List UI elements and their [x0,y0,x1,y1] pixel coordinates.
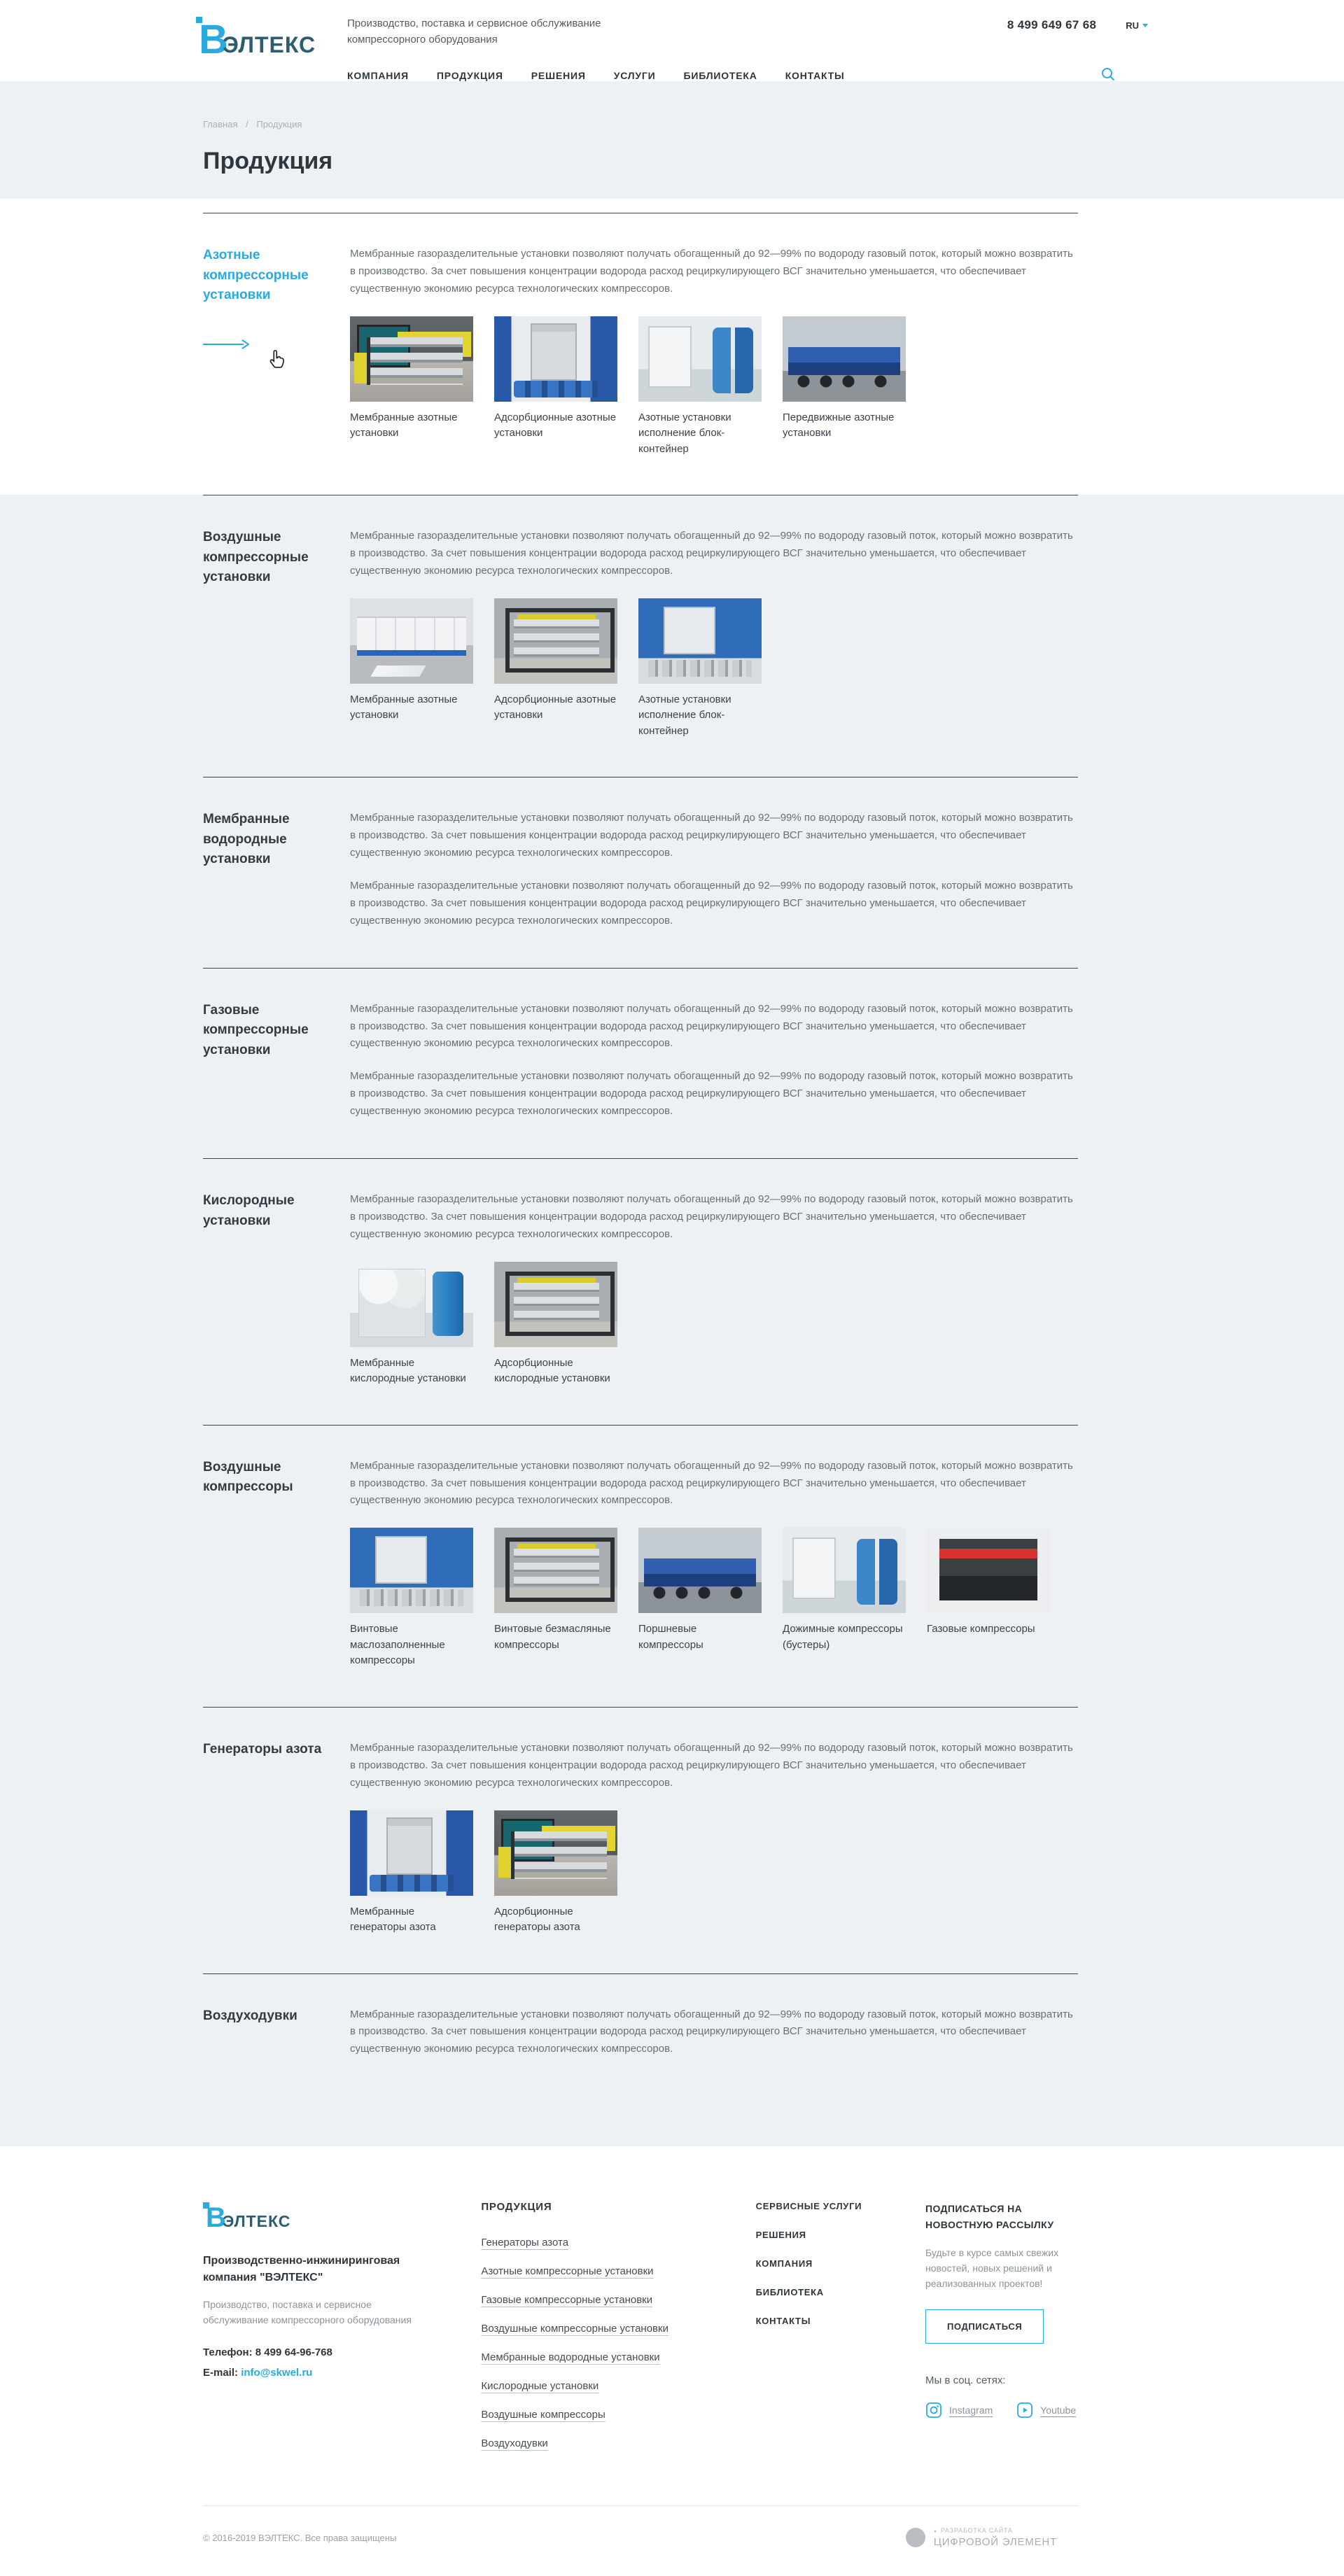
subscribe-title: ПОДПИСАТЬСЯ НА НОВОСТНУЮ РАССЫЛКУ [925,2203,1054,2231]
footer-link-services[interactable]: СЕРВИСНЫЕ УСЛУГИ [755,2201,862,2212]
nav-item-products[interactable]: ПРОДУКЦИЯ [436,70,503,81]
footer-logo[interactable]: В ЭЛТЕКС [203,2201,427,2240]
footer-company-desc: Производство, поставка и сервисное обслуживание компрессорного оборудования [203,2299,412,2325]
youtube-icon [1016,2402,1033,2419]
logo-text: ЭЛТЕКС [223,32,316,57]
product-photo-adsorption-units [494,598,617,684]
footer-link-contacts[interactable]: КОНТАКТЫ [755,2316,811,2327]
footer-link-air-compressors[interactable]: Воздушные компрессоры [481,2409,606,2421]
section-paragraph: Мембранные газоразделительные установки позволяют получать обогащенный до 92—99% по водороду газовый поток, который можно возвратить в производство. За счет повышения концентрации водорода расход рециркулирующего ВСГ значительно уменьшается, что обеспечивает существенную экономию ресурса технологических компрессоров. [350,812,1073,859]
product-photo-adsorption-oxygen [494,1262,617,1347]
nav-item-solutions[interactable]: РЕШЕНИЯ [531,70,586,81]
page-title: Продукция [203,148,333,174]
product-photo-adsorption-generators [494,1810,617,1896]
product-card[interactable]: Газовые компрессоры [927,1528,1050,1669]
logo-mark-icon [196,15,347,62]
section-title-link[interactable]: Воздушные компрессоры [203,1459,293,1495]
instagram-icon [925,2402,942,2419]
logo[interactable] [196,15,347,62]
footer-link-hydrogen-units[interactable]: Мембранные водородные установки [481,2351,660,2364]
chevron-down-icon [1142,24,1148,27]
product-photo-gas-compressors [927,1528,1050,1613]
product-photo-adsorption-nitrogen [494,316,617,402]
section-paragraph: Мембранные газоразделительные установки позволяют получать обогащенный до 92—99% по водороду газовый поток, который можно возвратить в производство. За счет повышения концентрации водорода расход рециркулирующего ВСГ значительно уменьшается, что обеспечивает существенную экономию ресурса технологических компрессоров. [350,880,1073,927]
product-card[interactable]: Адсорбционные азотные установки [494,316,617,458]
section-paragraph: Мембранные газоразделительные установки позволяют получать обогащенный до 92—99% по водороду газовый поток, который можно возвратить в производство. За счет повышения концентрации водорода расход рециркулирующего ВСГ значительно уменьшается, что обеспечивает существенную экономию ресурса технологических компрессоров. [350,1741,1073,1789]
product-card[interactable]: Дожимные компрессоры (бустеры) [783,1528,906,1669]
footer-link-solutions[interactable]: РЕШЕНИЯ [755,2230,806,2241]
product-card[interactable]: Мембранные кислородные установки [350,1262,473,1387]
nav-item-company[interactable]: КОМПАНИЯ [347,70,409,81]
section-paragraph: Мембранные газоразделительные установки позволяют получать обогащенный до 92—99% по водороду газовый поток, который можно возвратить в производство. За счет повышения концентрации водорода расход рециркулирующего ВСГ значительно уменьшается, что обеспечивает существенную экономию ресурса технологических компрессоров. [350,1193,1073,1240]
product-photo-membrane-oxygen [350,1262,473,1347]
product-photo-container-units [638,598,762,684]
section-paragraph: Мембранные газоразделительные установки позволяют получать обогащенный до 92—99% по водороду газовый поток, который можно возвратить в производство. За счет повышения концентрации водорода расход рециркулирующего ВСГ значительно уменьшается, что обеспечивает существенную экономию ресурса технологических компрессоров. [350,1002,1073,1050]
section-paragraph: Мембранные газоразделительные установки позволяют получать обогащенный до 92—99% по водороду газовый поток, который можно возвратить в производство. За счет повышения концентрации водорода расход рециркулирующего ВСГ значительно уменьшается, что обеспечивает существенную экономию ресурса технологических компрессоров. [350,1459,1073,1507]
section-title-link[interactable]: Кислородные установки [203,1193,295,1228]
copyright: © 2016-2019 ВЭЛТЕКС. Все права защищены [203,2532,397,2543]
header-tagline: Производство, поставка и сервисное обслуживание компрессорного оборудования [347,17,601,46]
developer-logo-icon [906,2528,925,2547]
section-blowers [0,1973,1344,2097]
product-cards [350,1262,1078,1387]
product-photo-membrane-units [350,598,473,684]
nav-item-services[interactable]: УСЛУГИ [613,70,656,81]
footer-link-library[interactable]: БИБЛИОТЕКА [755,2287,824,2298]
section-paragraph: Мембранные газоразделительные установки позволяют получать обогащенный до 92—99% по водороду газовый поток, который можно возвратить в производство. За счет повышения концентрации водорода расход рециркулирующего ВСГ значительно уменьшается, что обеспечивает существенную экономию ресурса технологических компрессоров. [350,1070,1073,1118]
section-paragraph: Мембранные газоразделительные установки позволяют получать обогащенный до 92—99% по водороду газовый поток, который можно возвратить в производство. За счет повышения концентрации водорода расход рециркулирующего ВСГ значительно уменьшается, что обеспечивает существенную экономию ресурса технологических компрессоров. [350,248,1073,295]
subscribe-desc: Будьте в курсе самых свежих новостей, новых решений и реализованных проектов! [925,2247,1059,2289]
youtube-link[interactable]: Youtube [1016,2402,1076,2419]
footer-link-oxygen-units[interactable]: Кислородные установки [481,2380,599,2393]
product-card[interactable]: Адсорбционные кислородные установки [494,1262,617,1387]
header-phone[interactable]: 8 499 649 67 68 [1007,18,1097,31]
hand-cursor-icon [267,349,286,374]
product-card[interactable]: Адсорбционные генераторы азота [494,1810,617,1936]
logo-initial: В [199,17,228,62]
section-title-link[interactable]: Азотные компрессорные установки [203,248,309,302]
product-card[interactable]: Азотные установки исполнение блок-контейнер [638,598,762,740]
section-title-link[interactable]: Мембранные водородные установки [203,812,290,867]
developer-credit[interactable]: ● РАЗРАБОТКА САЙТА ЦИФРОВОЙ ЭЛЕМЕНТ [906,2527,1057,2548]
product-card[interactable]: Адсорбционные азотные установки [494,598,617,740]
section-air-compressor-units [0,495,1344,777]
section-nitrogen-generators [0,1707,1344,1973]
search-icon[interactable] [1100,66,1116,85]
footer-email: E-mail: info@skwel.ru [203,2366,313,2379]
footer-link-nitrogen-units[interactable]: Азотные компрессорные установки [481,2265,654,2278]
footer-link-nitrogen-generators[interactable]: Генераторы азота [481,2237,569,2249]
section-gas-compressor-units [0,968,1344,1158]
product-photo-membrane-generators [350,1810,473,1896]
product-card[interactable]: Мембранные азотные установки [350,316,473,458]
section-membrane-hydrogen-units [0,777,1344,967]
product-card[interactable]: Передвижные азотные установки [783,316,906,458]
footer-company-name: Производственно-инжиниринговая компания "ВЭЛТЕКС" [203,2255,400,2284]
site-header [0,0,1344,81]
product-photo-screw-oil-compressors [350,1528,473,1613]
product-cards [350,598,1078,740]
product-card[interactable]: Мембранные генераторы азота [350,1810,473,1936]
breadcrumb-home[interactable]: Главная [203,119,238,129]
product-photo-booster-compressors [783,1528,906,1613]
product-cards [350,1528,1078,1669]
breadcrumb-current: Продукция [256,119,302,129]
section-oxygen-units [0,1158,1344,1425]
section-air-compressors [0,1425,1344,1707]
section-paragraph: Мембранные газоразделительные установки позволяют получать обогащенный до 92—99% по водороду газовый поток, который можно возвратить в производство. За счет повышения концентрации водорода расход рециркулирующего ВСГ значительно уменьшается, что обеспечивает существенную экономию ресурса технологических компрессоров. [350,530,1073,577]
product-card[interactable]: Азотные установки исполнение блок-контейнер [638,316,762,458]
product-photo-piston-compressors [638,1528,762,1613]
footer-email-link[interactable]: info@skwel.ru [241,2366,313,2379]
product-photo-container-nitrogen [638,316,762,402]
footer-link-air-units[interactable]: Воздушные компрессорные установки [481,2323,668,2335]
footer-menu-links [756,2201,872,2326]
site-footer [0,2146,1344,2576]
language-selector[interactable]: RU [1126,20,1148,31]
main-nav [347,70,845,81]
section-paragraph: Мембранные газоразделительные установки позволяют получать обогащенный до 92—99% по водороду газовый поток, который можно возвратить в производство. За счет повышения концентрации водорода расход рециркулирующего ВСГ значительно уменьшается, что обеспечивает существенную экономию ресурса технологических компрессоров. [350,2008,1073,2055]
footer-link-blowers[interactable]: Воздуходувки [481,2437,548,2450]
product-card[interactable]: Поршневые компрессоры [638,1528,762,1669]
footer-phone: Телефон: 8 499 64-96-768 [203,2346,332,2358]
section-title-link[interactable]: Газовые компрессорные установки [203,1002,309,1057]
section-title-link[interactable]: Генераторы азота [203,1741,322,1757]
footer-link-company[interactable]: КОМПАНИЯ [755,2258,813,2269]
nav-item-library[interactable]: БИБЛИОТЕКА [683,70,757,81]
product-photo-mobile-nitrogen [783,316,906,402]
product-cards [350,1810,1078,1936]
footer-product-links [481,2237,701,2466]
product-card[interactable]: Мембранные азотные установки [350,598,473,740]
footer-bottom-bar [203,2505,1078,2576]
product-photo-membrane-nitrogen [350,316,473,402]
footer-link-gas-units[interactable]: Газовые компрессорные установки [481,2294,653,2307]
footer-products-title: ПРОДУКЦИЯ [481,2201,552,2213]
section-title-link[interactable]: Воздушные компрессорные установки [203,530,309,585]
section-title-link[interactable]: Воздуходувки [203,2008,298,2023]
breadcrumb-separator: / [246,119,248,129]
nav-item-contacts[interactable]: КОНТАКТЫ [785,70,845,81]
product-card[interactable]: Винтовые маслозаполненные компрессоры [350,1528,473,1669]
breadcrumb [203,81,1078,129]
social-title: Мы в соц. сетях: [925,2374,1006,2387]
arrow-right-icon[interactable] [203,339,326,353]
product-photo-screw-oilfree-compressors [494,1528,617,1613]
product-card[interactable]: Винтовые безмасляные компрессоры [494,1528,617,1669]
section-nitrogen-compressor-units [0,199,1344,495]
product-cards [350,316,1078,458]
subscribe-button[interactable]: ПОДПИСАТЬСЯ [925,2309,1044,2344]
instagram-link[interactable]: Instagram [925,2402,993,2419]
